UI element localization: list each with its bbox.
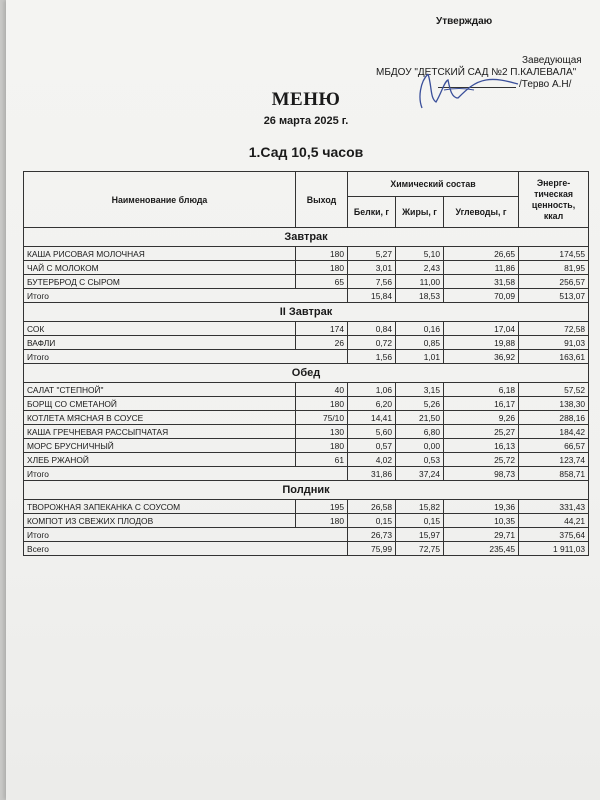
table-row: [24, 336, 589, 350]
dish-energy: 57,52: [519, 383, 589, 397]
dish-carbs: 9,26: [444, 411, 519, 425]
table-row: [24, 453, 589, 467]
table-row: [24, 500, 589, 514]
header-protein: Белки, г: [348, 197, 396, 228]
header-chem: Химический состав: [348, 172, 519, 197]
dish-energy: 123,74: [519, 453, 589, 467]
section-row: [24, 481, 589, 500]
total-energy: 513,07: [519, 289, 589, 303]
table-row: [24, 275, 589, 289]
dish-carbs: 26,65: [444, 247, 519, 261]
dish-name: САЛАТ "СТЕПНОЙ": [24, 383, 296, 397]
dish-fat: 5,26: [396, 397, 444, 411]
header-dish: Наименование блюда: [24, 172, 296, 228]
dish-energy: 44,21: [519, 514, 589, 528]
total-row: [24, 350, 589, 364]
total-fat: 37,24: [396, 467, 444, 481]
dish-protein: 5,60: [348, 425, 396, 439]
dish-energy: 184,42: [519, 425, 589, 439]
dish-fat: 11,00: [396, 275, 444, 289]
dish-fat: 15,82: [396, 500, 444, 514]
total-protein: 31,86: [348, 467, 396, 481]
total-carbs: 98,73: [444, 467, 519, 481]
total-carbs: 29,71: [444, 528, 519, 542]
section-title: Полдник: [24, 481, 589, 500]
menu-date: 26 марта 2025 г.: [263, 115, 349, 127]
total-carbs: 70,09: [444, 289, 519, 303]
total-fat: 18,53: [396, 289, 444, 303]
section-row: [24, 228, 589, 247]
dish-yield: 174: [296, 322, 348, 336]
dish-yield: 180: [296, 397, 348, 411]
dish-yield: 65: [296, 275, 348, 289]
section-title: Завтрак: [24, 228, 589, 247]
dish-carbs: 19,88: [444, 336, 519, 350]
total-row: [24, 289, 589, 303]
total-label: Итого: [24, 350, 348, 364]
document-page: [6, 0, 600, 800]
dish-protein: 1,06: [348, 383, 396, 397]
dish-fat: 0,85: [396, 336, 444, 350]
table-row: [24, 439, 589, 453]
grand-total-energy: 1 911,03: [519, 542, 589, 556]
dish-carbs: 6,18: [444, 383, 519, 397]
dish-protein: 3,01: [348, 261, 396, 275]
dish-protein: 7,56: [348, 275, 396, 289]
dish-fat: 0,53: [396, 453, 444, 467]
dish-energy: 331,43: [519, 500, 589, 514]
section-row: [24, 364, 589, 383]
dish-energy: 66,57: [519, 439, 589, 453]
dish-protein: 0,72: [348, 336, 396, 350]
dish-yield: 180: [296, 514, 348, 528]
header-fat: Жиры, г: [396, 197, 444, 228]
dish-energy: 288,16: [519, 411, 589, 425]
section-row: [24, 303, 589, 322]
dish-name: СОК: [24, 322, 296, 336]
dish-name: КОМПОТ ИЗ СВЕЖИХ ПЛОДОВ: [24, 514, 296, 528]
table-row: [24, 425, 589, 439]
total-label: Итого: [24, 528, 348, 542]
dish-fat: 3,15: [396, 383, 444, 397]
page-title: МЕНЮ: [271, 89, 341, 110]
table-row: [24, 411, 589, 425]
dish-carbs: 19,36: [444, 500, 519, 514]
dish-fat: 6,80: [396, 425, 444, 439]
dish-yield: 180: [296, 439, 348, 453]
dish-yield: 195: [296, 500, 348, 514]
header-carbs: Углеводы, г: [444, 197, 519, 228]
dish-carbs: 10,35: [444, 514, 519, 528]
dish-name: ЧАЙ С МОЛОКОМ: [24, 261, 296, 275]
dish-energy: 256,57: [519, 275, 589, 289]
dish-yield: 61: [296, 453, 348, 467]
section-title: II Завтрак: [24, 303, 589, 322]
total-energy: 163,61: [519, 350, 589, 364]
dish-name: КАША ГРЕЧНЕВАЯ РАССЫПЧАТАЯ: [24, 425, 296, 439]
dish-fat: 0,00: [396, 439, 444, 453]
total-row: [24, 467, 589, 481]
dish-protein: 0,57: [348, 439, 396, 453]
dish-carbs: 25,72: [444, 453, 519, 467]
grand-total-protein: 75,99: [348, 542, 396, 556]
total-carbs: 36,92: [444, 350, 519, 364]
total-protein: 1,56: [348, 350, 396, 364]
dish-yield: 180: [296, 261, 348, 275]
table-row: [24, 383, 589, 397]
grand-total-row: [24, 542, 589, 556]
dish-name: МОРС БРУСНИЧНЫЙ: [24, 439, 296, 453]
dish-fat: 0,16: [396, 322, 444, 336]
dish-protein: 0,84: [348, 322, 396, 336]
menu-table: [23, 171, 589, 556]
dish-carbs: 31,58: [444, 275, 519, 289]
dish-name: ВАФЛИ: [24, 336, 296, 350]
table-row: [24, 397, 589, 411]
dish-yield: 130: [296, 425, 348, 439]
grand-total-carbs: 235,45: [444, 542, 519, 556]
dish-protein: 14,41: [348, 411, 396, 425]
grand-total-label: Всего: [24, 542, 348, 556]
dish-name: КАША РИСОВАЯ МОЛОЧНАЯ: [24, 247, 296, 261]
header-energy: Энерге-тическая ценность, ккал: [519, 172, 589, 228]
table-row: [24, 261, 589, 275]
section-title: Обед: [24, 364, 589, 383]
total-protein: 15,84: [348, 289, 396, 303]
dish-carbs: 25,27: [444, 425, 519, 439]
dish-carbs: 16,13: [444, 439, 519, 453]
dish-name: ХЛЕБ РЖАНОЙ: [24, 453, 296, 467]
grand-total-fat: 72,75: [396, 542, 444, 556]
approval-position: Заведующая: [522, 55, 582, 66]
dish-energy: 91,03: [519, 336, 589, 350]
dish-protein: 26,58: [348, 500, 396, 514]
total-fat: 15,97: [396, 528, 444, 542]
dish-carbs: 17,04: [444, 322, 519, 336]
table-row: [24, 514, 589, 528]
dish-yield: 40: [296, 383, 348, 397]
approval-signatory: /Терво А.Н/: [519, 79, 572, 90]
menu-subtitle: 1.Сад 10,5 часов: [248, 144, 364, 160]
dish-name: БУТЕРБРОД С СЫРОМ: [24, 275, 296, 289]
dish-yield: 180: [296, 247, 348, 261]
header-yield: Выход: [296, 172, 348, 228]
table-row: [24, 247, 589, 261]
approval-organization: МБДОУ "ДЕТСКИЙ САД №2 П.КАЛЕВАЛА": [376, 67, 577, 78]
total-energy: 375,64: [519, 528, 589, 542]
dish-fat: 0,15: [396, 514, 444, 528]
dish-fat: 2,43: [396, 261, 444, 275]
approval-label: Утверждаю: [436, 16, 493, 27]
dish-energy: 138,30: [519, 397, 589, 411]
total-protein: 26,73: [348, 528, 396, 542]
table-row: [24, 322, 589, 336]
total-row: [24, 528, 589, 542]
dish-carbs: 11,86: [444, 261, 519, 275]
dish-yield: 26: [296, 336, 348, 350]
total-label: Итого: [24, 467, 348, 481]
dish-energy: 81,95: [519, 261, 589, 275]
dish-carbs: 16,17: [444, 397, 519, 411]
dish-energy: 72,58: [519, 322, 589, 336]
dish-yield: 75/10: [296, 411, 348, 425]
dish-name: БОРЩ СО СМЕТАНОЙ: [24, 397, 296, 411]
dish-energy: 174,55: [519, 247, 589, 261]
dish-protein: 0,15: [348, 514, 396, 528]
dish-fat: 21,50: [396, 411, 444, 425]
dish-name: ТВОРОЖНАЯ ЗАПЕКАНКА С СОУСОМ: [24, 500, 296, 514]
dish-name: КОТЛЕТА МЯСНАЯ В СОУСЕ: [24, 411, 296, 425]
dish-fat: 5,10: [396, 247, 444, 261]
dish-protein: 6,20: [348, 397, 396, 411]
total-fat: 1,01: [396, 350, 444, 364]
total-label: Итого: [24, 289, 348, 303]
total-energy: 858,71: [519, 467, 589, 481]
dish-protein: 5,27: [348, 247, 396, 261]
dish-protein: 4,02: [348, 453, 396, 467]
